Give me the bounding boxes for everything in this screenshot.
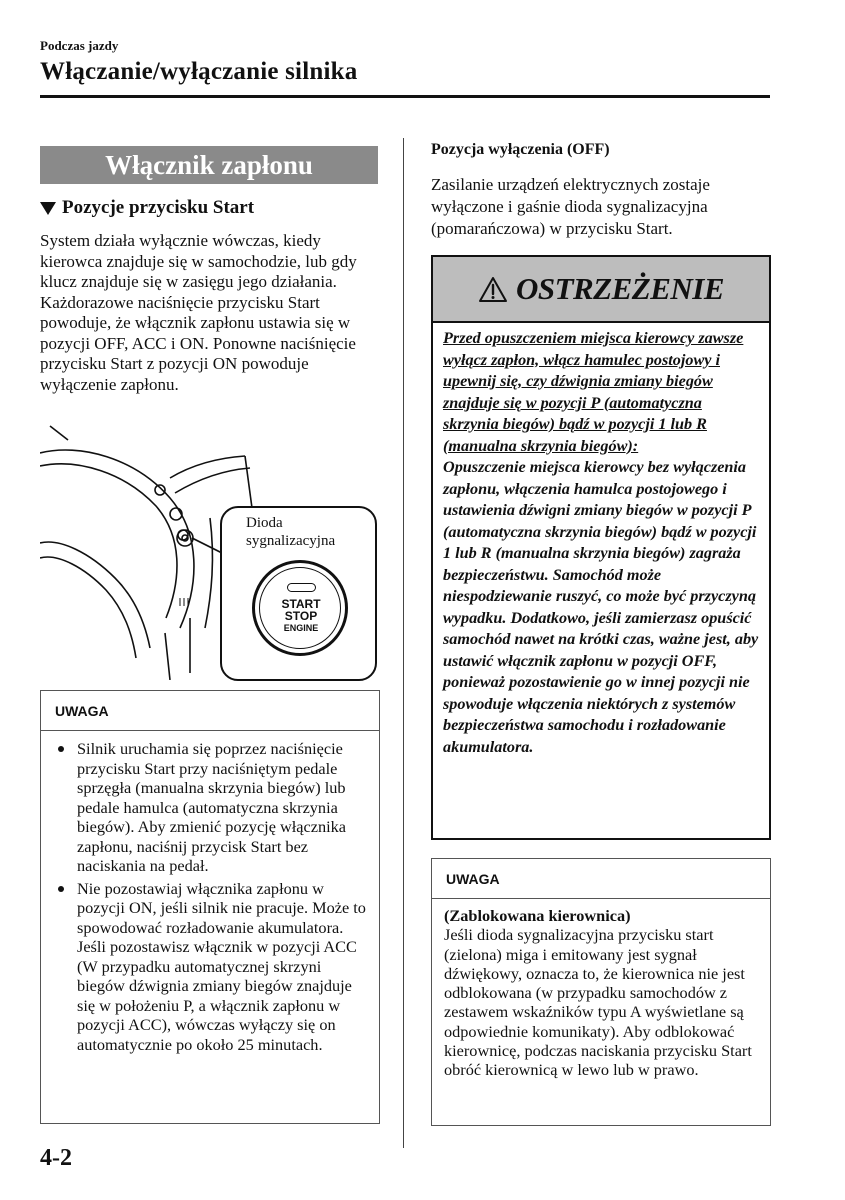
warning-box [431, 255, 771, 840]
warning-triangle-icon [478, 276, 508, 303]
warning-body [433, 323, 769, 758]
start-button-figure [40, 418, 385, 680]
breadcrumb: Podczas jazdy [40, 38, 119, 53]
page-number: 4-2 [40, 1145, 72, 1171]
subheading [40, 197, 254, 219]
list-item [55, 879, 373, 1055]
triangle-down-icon [40, 202, 56, 215]
intro-text [40, 231, 380, 395]
note-box-steering [431, 858, 771, 1126]
note-list [41, 731, 379, 1054]
start-button-inner [259, 567, 341, 649]
bullet-icon [58, 746, 64, 752]
start-stop-button [252, 560, 348, 656]
off-heading: Pozycja wyłączenia (OFF) [431, 141, 610, 158]
list-item-text: Silnik uruchamia się poprzez naciśnięcie przycisku Start przy naciśniętym pedale sprzęgła (manualna skrzynia biegów) lub pedale hamulca (automatyczna skrzynia biegów). Aby zmienić pozycję włącznika zapłonu, naciśnij przycisk Start bez naciskania na pedał. [77, 739, 346, 875]
subheading-label: Pozycje przycisku Start [62, 197, 255, 218]
warning-header [433, 257, 769, 323]
note-text: Jeśli dioda sygnalizacyjna przycisku start (zielona) miga i emitowany jest sygnał dźwiękowy, oznacza to, że kierownica nie jest odblokowana (w przypadku samochodów z zestawem wskaźników typu A wyświetlane są odpowiednie komunikaty). Aby odblokować kierownicę, podczas naciskania przycisku Start obróć kierownicą w lewo lub w prawo. [444, 925, 752, 1080]
title-rule [40, 95, 770, 98]
note-title: (Zablokowana kierownica) [444, 906, 631, 925]
warning-lead: Przed opuszczeniem miejsca kierowcy zawsze wyłącz zapłon, włącz hamulec postojowy i upewnij się, czy dźwignia zmiany biegów znajduje się w pozycji P (automatyczna skrzynia biegów) bądź w pozycji 1 lub R (manualna skrzynia biegów): [443, 329, 744, 455]
section-banner: Włącznik zapłonu [40, 146, 378, 184]
warning-text: Opuszczenie miejsca kierowcy bez wyłączenia zapłonu, włączenia hamulca postojowego i ustawienia dźwigni zmiany biegów w pozycji P (automatyczna skrzynia biegów) bądź w pozycji 1 lub R (manualna skrzynia biegów) zagraża bezpieczeństwu. Samochód może niespodziewanie ruszyć, co może być przyczyną wypadku. Dodatkowo, jeśli zamierzasz opuścić samochód nawet na krótki czas, ważne jest, aby ustawić włącznik zapłonu w pozycji OFF, ponieważ pozostawienie go w innej pozycji nie spowoduje włączenia niektórych z systemów bezpieczeństwa samochodu i rozładowanie akumulatora. [443, 458, 759, 756]
callout-label: Dioda sygnalizacyjna [246, 515, 336, 549]
bullet-icon [58, 886, 64, 892]
note-header: UWAGA [432, 859, 770, 899]
button-label-engine: ENGINE [283, 623, 319, 633]
button-label-stop: STOP [284, 609, 318, 623]
column-divider [403, 138, 404, 1148]
paragraph: System działa wyłącznie wówczas, kiedy kierowca znajduje się w samochodzie, lub gdy klucz znajduje się w zasięgu jego działania. [40, 231, 357, 291]
page-title: Włączanie/wyłączanie silnika [40, 58, 358, 85]
note-body [432, 899, 770, 1080]
list-item [55, 739, 373, 876]
paragraph: Każdorazowe naciśnięcie przycisku Start powoduje, że włącznik zapłonu ustawia się w pozycji OFF, ACC i ON. Ponowne naciśnięcie przycisku Start z pozycji ON powoduje wyłączenie zapłonu. [40, 292, 356, 394]
note-box [40, 690, 380, 1124]
note-header: UWAGA [41, 691, 379, 731]
button-label-start: START [281, 597, 321, 611]
list-item-text: Nie pozostawiaj włącznika zapłonu w pozycji ON, jeśli silnik nie pracuje. Może to spowodować rozładowanie akumulatora. Jeśli pozostawisz włącznik w pozycji ACC (W przypadku automatycznej skrzyni biegów dźwignia zmiany biegów znajduje się w położeniu P, a włącznik zapłonu w pozycji ACC), wówczas wyłączy się on automatycznie po około 25 minutach. [77, 878, 366, 1054]
callout-box [220, 506, 377, 681]
off-text: Zasilanie urządzeń elektrycznych zostaje wyłączone i gaśnie dioda sygnalizacyjna (pomarańczowa) w przycisku Start. [431, 175, 710, 238]
indicator-led [287, 583, 316, 592]
warning-title: OSTRZEŻENIE [515, 271, 725, 306]
